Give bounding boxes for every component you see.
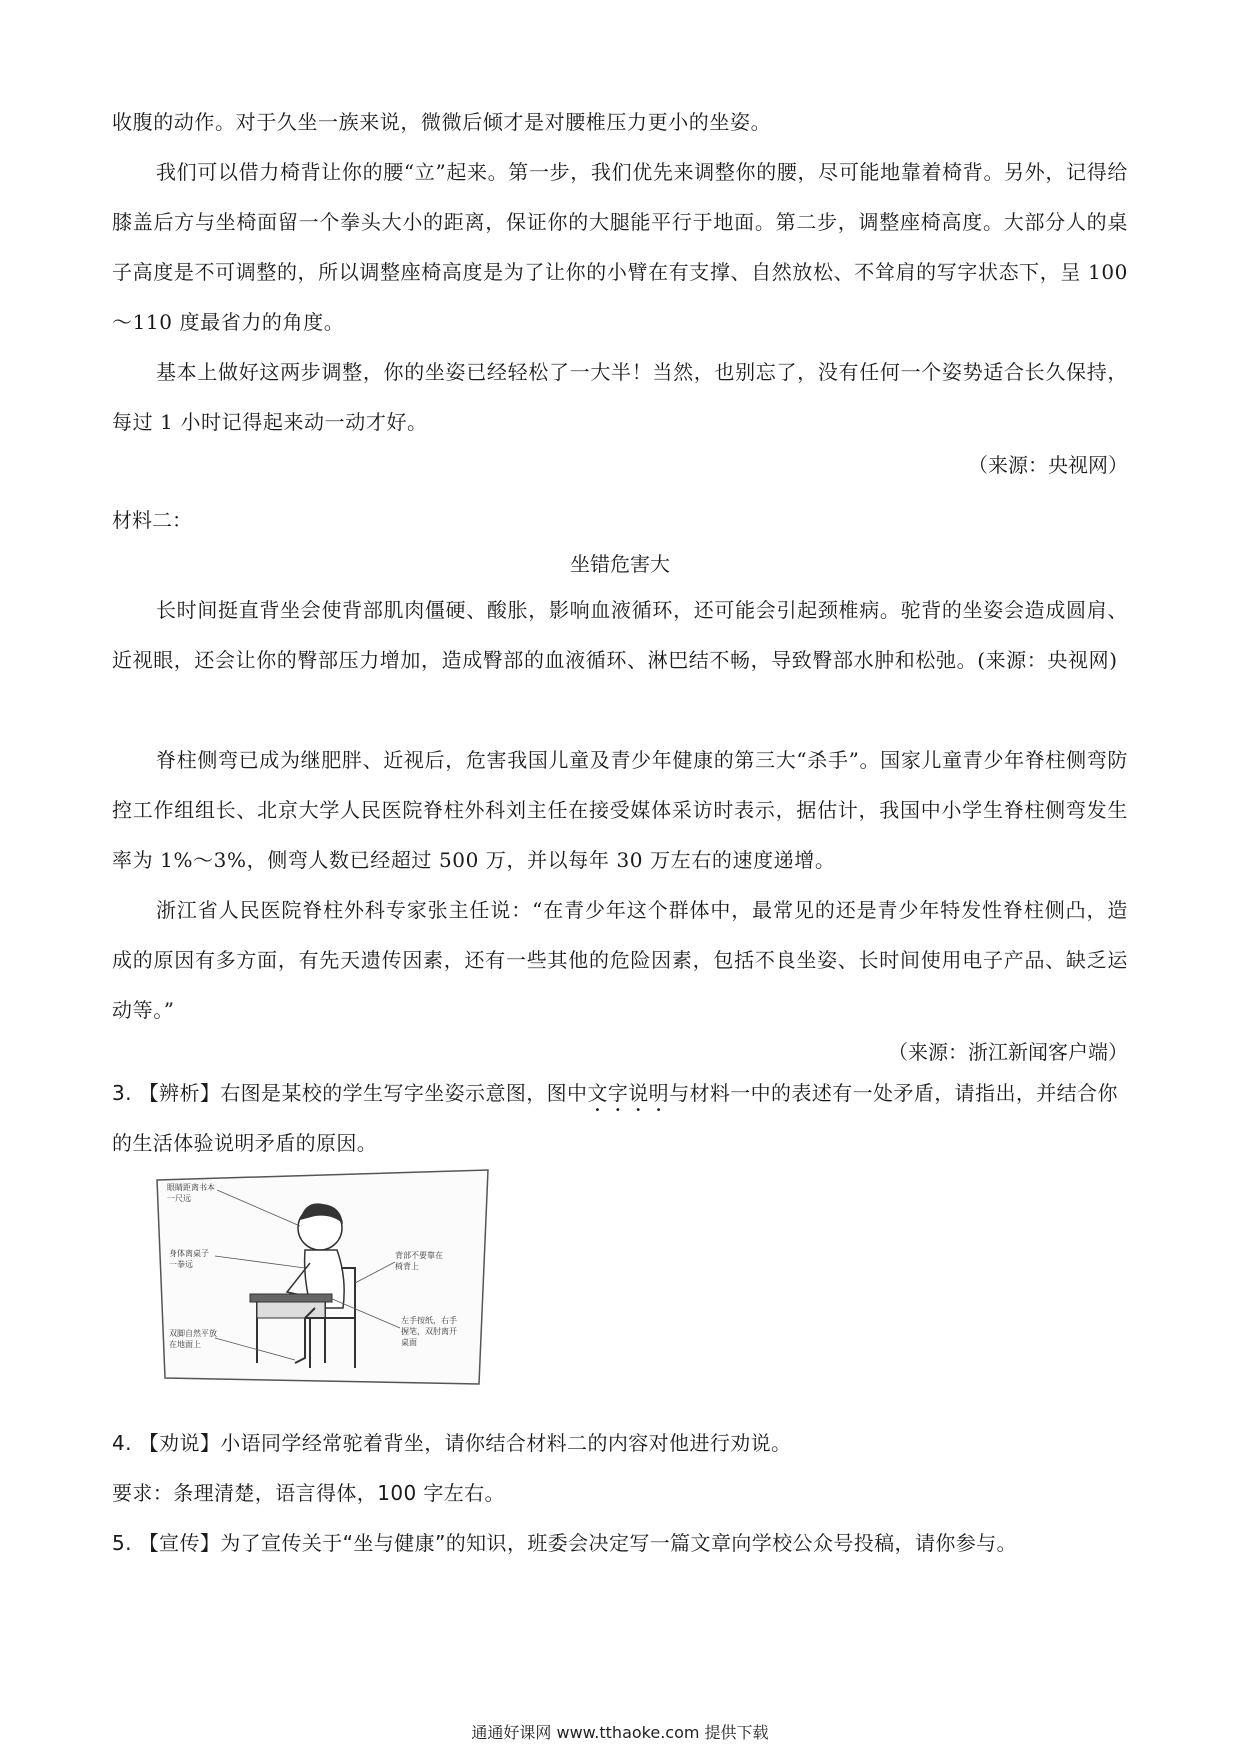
- figure-label-body-distance-2: 一拳远: [169, 1260, 193, 1269]
- question-4-requirement: 要求：条理清楚，语言得体，100 字左右。: [112, 1481, 505, 1505]
- material1-paragraph-3: 基本上做好这两步调整，你的坐姿已经轻松了一大半！当然，也别忘了，没有任何一个姿势适合长久保持，每过 1 小时记得起来动一动才好。: [112, 360, 1128, 434]
- material1-source: （来源：央视网）: [968, 453, 1128, 477]
- sitting-posture-figure: [155, 1168, 490, 1388]
- material2-paragraph-2: 脊柱侧弯已成为继肥胖、近视后，危害我国儿童及青少年健康的第三大“杀手”。国家儿童青少年脊柱侧弯防控工作组组长、北京大学人民医院脊柱外科刘主任在接受媒体采访时表示，据估计，我国中小学生脊柱侧弯发生率为 1%～3%，侧弯人数已经超过 500 万，并以每年 30 万左右的速度递增。: [112, 748, 1128, 872]
- figure-label-hands-3: 桌面: [401, 1338, 417, 1347]
- material2-paragraph-1: 长时间挺直背坐会使背部肌肉僵硬、酸胀，影响血液循环，还可能会引起颈椎病。驼背的坐姿会造成圆肩、近视眼，还会让你的臀部压力增加，造成臀部的血液循环、淋巴结不畅，导致臀部水肿和松弛。(来源：央视网): [112, 598, 1128, 672]
- figure-label-feet-2: 在地面上: [169, 1340, 201, 1349]
- figure-label-body-distance: 身体离桌子: [169, 1249, 209, 1258]
- page-footer: 通通好课网 www.tthaoke.com 提供下载: [471, 1723, 769, 1742]
- material2-source: （来源：浙江新闻客户端）: [888, 1040, 1128, 1064]
- question-4: 4. 【劝说】小语同学经常驼着背坐，请你结合材料二的内容对他进行劝说。: [112, 1431, 792, 1455]
- material2-label: 材料二：: [112, 508, 192, 532]
- figure-label-eye-distance-2: 一尺远: [167, 1194, 191, 1203]
- question-3: [112, 1068, 1128, 1168]
- question-5: 5. 【宣传】为了宣传关于“坐与健康”的知识，班委会决定写一篇文章向学校公众号投稿，请你参与。: [112, 1531, 1017, 1555]
- figure-label-hands-2: 握笔，双肘离开: [401, 1327, 457, 1336]
- question-3-part-a: 3. 【辨析】右图是某校的学生写字坐姿示意图，图中: [112, 1081, 588, 1105]
- material2-paragraph-3: 浙江省人民医院脊柱外科专家张主任说：“在青少年这个群体中，最常见的还是青少年特发性脊柱侧凸，造成的原因有多方面，有先天遗传因素，还有一些其他的危险因素，包括不良坐姿、长时间使用电子产品、缺乏运动等。”: [112, 898, 1128, 1022]
- figure-label-hands: 左手按纸，右手: [401, 1316, 457, 1325]
- figure-label-back-2: 椅背上: [395, 1262, 419, 1271]
- material2-title: 坐错危害大: [570, 552, 670, 576]
- figure-label-feet: 双脚自然平放: [169, 1329, 217, 1338]
- question-3-part-b: 与材料一中的表述有一处矛盾，请指出，并结合你的生活体验说明矛盾的原因。: [112, 1081, 1118, 1155]
- question-3-emphasis: 文字说明: [587, 1081, 670, 1105]
- material1-paragraph-2: 我们可以借力椅背让你的腰“立”起来。第一步，我们优先来调整你的腰，尽可能地靠着椅背。另外，记得给膝盖后方与坐椅面留一个拳头大小的距离，保证你的大腿能平行于地面。第二步，调整座椅高度。大部分人的桌子高度是不可调整的，所以调整座椅高度是为了让你的小臂在有支撑、自然放松、不耸肩的写字状态下，呈 100～110 度最省力的角度。: [112, 160, 1128, 334]
- material1-paragraph-end: 收腹的动作。对于久坐一族来说，微微后倾才是对腰椎压力更小的坐姿。: [112, 110, 772, 134]
- figure-label-eye-distance: 眼睛距离书本: [167, 1183, 215, 1192]
- figure-label-back: 背部不要靠在: [395, 1251, 443, 1260]
